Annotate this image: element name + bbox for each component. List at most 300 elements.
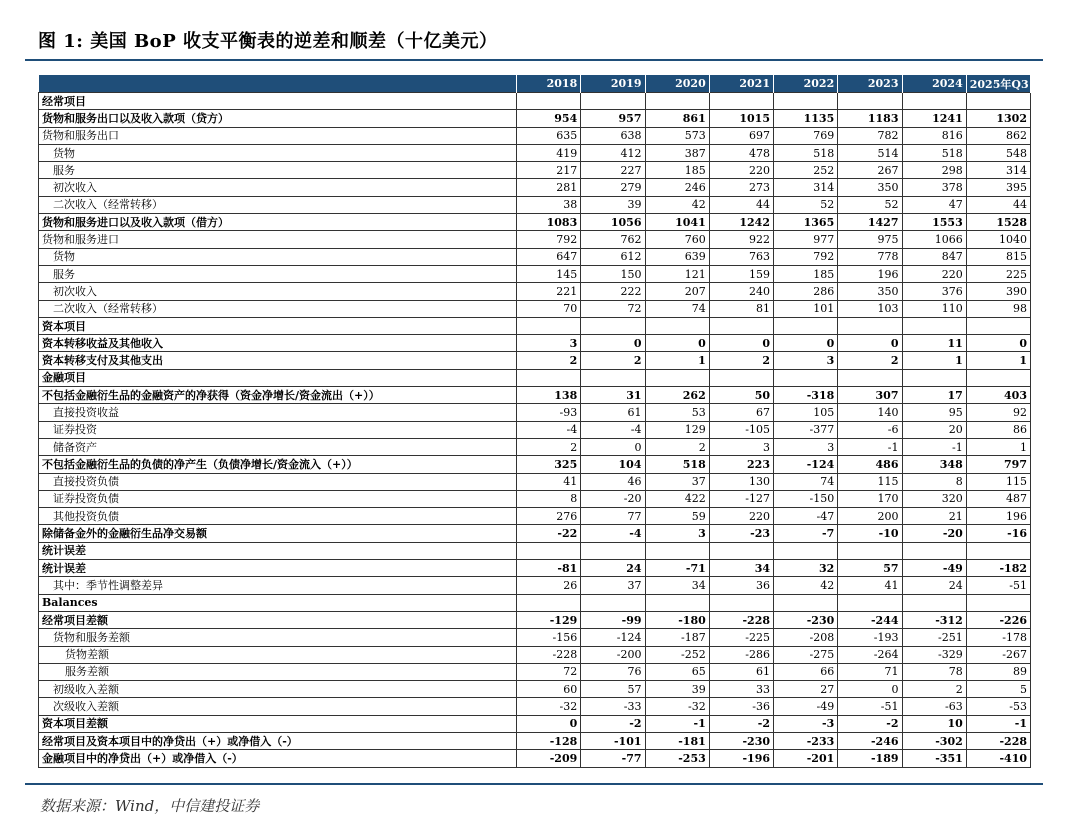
- value-cell: 81: [709, 300, 773, 317]
- row-label: 资本转移收益及其他收入: [39, 335, 517, 352]
- value-cell: 57: [581, 681, 645, 698]
- table-row: [39, 611, 1031, 628]
- section-header-row: [39, 594, 1031, 611]
- value-cell: 1040: [966, 231, 1030, 248]
- value-cell: [517, 542, 581, 559]
- value-cell: -377: [774, 421, 838, 438]
- value-cell: -23: [709, 525, 773, 542]
- value-cell: 647: [517, 248, 581, 265]
- section-header-row: [39, 317, 1031, 334]
- row-label: 初级收入差额: [39, 681, 517, 698]
- value-cell: 518: [645, 456, 709, 473]
- row-label: Balances: [39, 594, 517, 611]
- bop-table: [38, 75, 1031, 768]
- value-cell: 1015: [709, 110, 773, 127]
- table-row: [39, 438, 1031, 455]
- table-row: [39, 473, 1031, 490]
- value-cell: 65: [645, 663, 709, 680]
- value-cell: [966, 542, 1030, 559]
- value-cell: -53: [966, 698, 1030, 715]
- value-cell: 34: [709, 560, 773, 577]
- value-cell: 72: [581, 300, 645, 317]
- table-row: [39, 508, 1031, 525]
- value-cell: 41: [838, 577, 902, 594]
- value-cell: 31: [581, 387, 645, 404]
- value-cell: -193: [838, 629, 902, 646]
- row-label: 货物和服务差额: [39, 629, 517, 646]
- value-cell: 514: [838, 144, 902, 161]
- value-cell: 246: [645, 179, 709, 196]
- value-cell: -4: [581, 525, 645, 542]
- row-label: 其中：季节性调整差异: [39, 577, 517, 594]
- value-cell: [709, 93, 773, 110]
- row-label: 金融项目中的净贷出（+）或净借入（-）: [39, 750, 517, 767]
- table-row: [39, 646, 1031, 663]
- value-cell: 59: [645, 508, 709, 525]
- value-cell: -318: [774, 387, 838, 404]
- value-cell: 10: [902, 715, 966, 732]
- value-cell: [774, 317, 838, 334]
- value-cell: 66: [774, 663, 838, 680]
- value-cell: 39: [645, 681, 709, 698]
- row-label: 经常项目及资本项目中的净贷出（+）或净借入（-）: [39, 732, 517, 749]
- row-label: 货物和服务进口: [39, 231, 517, 248]
- value-cell: 548: [966, 144, 1030, 161]
- value-cell: 314: [774, 179, 838, 196]
- value-cell: 478: [709, 144, 773, 161]
- value-cell: 57: [838, 560, 902, 577]
- row-label: 服务: [39, 162, 517, 179]
- value-cell: [838, 317, 902, 334]
- value-cell: 227: [581, 162, 645, 179]
- value-cell: 61: [709, 663, 773, 680]
- value-cell: 612: [581, 248, 645, 265]
- value-cell: 32: [774, 560, 838, 577]
- header-label-cell: [39, 75, 517, 93]
- value-cell: 74: [774, 473, 838, 490]
- row-label: 二次收入（经常转移）: [39, 300, 517, 317]
- value-cell: 922: [709, 231, 773, 248]
- row-label: 初次收入: [39, 283, 517, 300]
- header-year: 2022: [774, 75, 838, 93]
- value-cell: -4: [581, 421, 645, 438]
- value-cell: 225: [966, 265, 1030, 282]
- value-cell: 101: [774, 300, 838, 317]
- value-cell: 422: [645, 490, 709, 507]
- value-cell: -351: [902, 750, 966, 767]
- value-cell: 95: [902, 404, 966, 421]
- value-cell: 38: [517, 196, 581, 213]
- value-cell: [838, 93, 902, 110]
- value-cell: 3: [774, 352, 838, 369]
- table-row: [39, 283, 1031, 300]
- table-row: [39, 144, 1031, 161]
- value-cell: -156: [517, 629, 581, 646]
- value-cell: -228: [966, 732, 1030, 749]
- value-cell: [966, 594, 1030, 611]
- row-label: 资本项目: [39, 317, 517, 334]
- value-cell: 41: [517, 473, 581, 490]
- value-cell: 196: [966, 508, 1030, 525]
- table-row: [39, 525, 1031, 542]
- value-cell: [645, 93, 709, 110]
- value-cell: 21: [902, 508, 966, 525]
- value-cell: 325: [517, 456, 581, 473]
- value-cell: [581, 317, 645, 334]
- value-cell: -93: [517, 404, 581, 421]
- table-row: [39, 265, 1031, 282]
- value-cell: 11: [902, 335, 966, 352]
- value-cell: 110: [902, 300, 966, 317]
- value-cell: 1183: [838, 110, 902, 127]
- value-cell: [774, 594, 838, 611]
- value-cell: -410: [966, 750, 1030, 767]
- value-cell: -20: [902, 525, 966, 542]
- value-cell: 121: [645, 265, 709, 282]
- value-cell: -209: [517, 750, 581, 767]
- value-cell: -275: [774, 646, 838, 663]
- value-cell: 52: [838, 196, 902, 213]
- row-label: 货物和服务出口: [39, 127, 517, 144]
- value-cell: 27: [774, 681, 838, 698]
- value-cell: 957: [581, 110, 645, 127]
- value-cell: 792: [774, 248, 838, 265]
- row-label: 其他投资负债: [39, 508, 517, 525]
- value-cell: 185: [645, 162, 709, 179]
- header-year: 2019: [581, 75, 645, 93]
- value-cell: 61: [581, 404, 645, 421]
- value-cell: 145: [517, 265, 581, 282]
- value-cell: -33: [581, 698, 645, 715]
- value-cell: -264: [838, 646, 902, 663]
- value-cell: 320: [902, 490, 966, 507]
- value-cell: 782: [838, 127, 902, 144]
- value-cell: -22: [517, 525, 581, 542]
- table-row: [39, 732, 1031, 749]
- value-cell: 2: [517, 438, 581, 455]
- value-cell: -252: [645, 646, 709, 663]
- value-cell: 138: [517, 387, 581, 404]
- value-cell: 573: [645, 127, 709, 144]
- value-cell: [902, 317, 966, 334]
- value-cell: 252: [774, 162, 838, 179]
- value-cell: 129: [645, 421, 709, 438]
- row-label: 直接投资负债: [39, 473, 517, 490]
- header-year: 2018: [517, 75, 581, 93]
- value-cell: -128: [517, 732, 581, 749]
- value-cell: 778: [838, 248, 902, 265]
- value-cell: 3: [774, 438, 838, 455]
- value-cell: -3: [774, 715, 838, 732]
- section-header-row: [39, 542, 1031, 559]
- value-cell: -129: [517, 611, 581, 628]
- row-label: 资本转移支付及其他支出: [39, 352, 517, 369]
- value-cell: -230: [709, 732, 773, 749]
- row-label: 服务差额: [39, 663, 517, 680]
- row-label: 货物: [39, 248, 517, 265]
- table-body: [39, 93, 1031, 768]
- row-label: 除储备金外的金融衍生品净交易额: [39, 525, 517, 542]
- value-cell: 36: [709, 577, 773, 594]
- value-cell: 376: [902, 283, 966, 300]
- table-row: [39, 577, 1031, 594]
- value-cell: 185: [774, 265, 838, 282]
- value-cell: -51: [838, 698, 902, 715]
- value-cell: 39: [581, 196, 645, 213]
- value-cell: 1135: [774, 110, 838, 127]
- value-cell: 130: [709, 473, 773, 490]
- value-cell: -302: [902, 732, 966, 749]
- value-cell: 792: [517, 231, 581, 248]
- value-cell: -101: [581, 732, 645, 749]
- value-cell: 518: [774, 144, 838, 161]
- value-cell: 60: [517, 681, 581, 698]
- value-cell: 286: [774, 283, 838, 300]
- row-label: 经常项目差额: [39, 611, 517, 628]
- value-cell: [966, 317, 1030, 334]
- value-cell: 67: [709, 404, 773, 421]
- value-cell: [517, 369, 581, 386]
- table-row: [39, 629, 1031, 646]
- value-cell: 77: [581, 508, 645, 525]
- value-cell: -244: [838, 611, 902, 628]
- value-cell: 486: [838, 456, 902, 473]
- value-cell: 395: [966, 179, 1030, 196]
- value-cell: [709, 369, 773, 386]
- value-cell: 763: [709, 248, 773, 265]
- table-row: [39, 421, 1031, 438]
- value-cell: -77: [581, 750, 645, 767]
- row-label: 证券投资负债: [39, 490, 517, 507]
- value-cell: 412: [581, 144, 645, 161]
- value-cell: 98: [966, 300, 1030, 317]
- value-cell: -20: [581, 490, 645, 507]
- value-cell: [902, 594, 966, 611]
- value-cell: 281: [517, 179, 581, 196]
- value-cell: -32: [517, 698, 581, 715]
- value-cell: 78: [902, 663, 966, 680]
- value-cell: 200: [838, 508, 902, 525]
- value-cell: -2: [581, 715, 645, 732]
- value-cell: -200: [581, 646, 645, 663]
- value-cell: [838, 542, 902, 559]
- value-cell: -99: [581, 611, 645, 628]
- header-year: 2023: [838, 75, 902, 93]
- value-cell: 42: [645, 196, 709, 213]
- value-cell: 635: [517, 127, 581, 144]
- value-cell: 3: [709, 438, 773, 455]
- table-row: [39, 127, 1031, 144]
- value-cell: [902, 369, 966, 386]
- value-cell: 2: [709, 352, 773, 369]
- value-cell: [774, 369, 838, 386]
- value-cell: 1056: [581, 214, 645, 231]
- figure-title: 图 1: 美国 BoP 收支平衡表的逆差和顺差（十亿美元）: [38, 31, 498, 52]
- value-cell: 103: [838, 300, 902, 317]
- table-row: [39, 248, 1031, 265]
- value-cell: 390: [966, 283, 1030, 300]
- value-cell: 518: [902, 144, 966, 161]
- value-cell: 0: [709, 335, 773, 352]
- value-cell: 0: [581, 335, 645, 352]
- value-cell: 196: [838, 265, 902, 282]
- value-cell: 0: [581, 438, 645, 455]
- value-cell: -201: [774, 750, 838, 767]
- value-cell: 0: [838, 681, 902, 698]
- value-cell: -1: [902, 438, 966, 455]
- value-cell: [838, 369, 902, 386]
- row-label: 资本项目差额: [39, 715, 517, 732]
- value-cell: 0: [645, 335, 709, 352]
- value-cell: -230: [774, 611, 838, 628]
- value-cell: -124: [774, 456, 838, 473]
- value-cell: -253: [645, 750, 709, 767]
- value-cell: -81: [517, 560, 581, 577]
- header-year: 2024: [902, 75, 966, 93]
- value-cell: 276: [517, 508, 581, 525]
- value-cell: 273: [709, 179, 773, 196]
- value-cell: -49: [774, 698, 838, 715]
- value-cell: [966, 93, 1030, 110]
- value-cell: [581, 369, 645, 386]
- value-cell: 46: [581, 473, 645, 490]
- value-cell: 71: [838, 663, 902, 680]
- value-cell: 2: [581, 352, 645, 369]
- value-cell: 20: [902, 421, 966, 438]
- value-cell: 378: [902, 179, 966, 196]
- header-year: 2025年Q3: [966, 75, 1030, 93]
- value-cell: -233: [774, 732, 838, 749]
- table-row: [39, 300, 1031, 317]
- value-cell: 5: [966, 681, 1030, 698]
- value-cell: 1427: [838, 214, 902, 231]
- value-cell: 1083: [517, 214, 581, 231]
- value-cell: 975: [838, 231, 902, 248]
- value-cell: [966, 369, 1030, 386]
- row-label: 货物差额: [39, 646, 517, 663]
- value-cell: [517, 317, 581, 334]
- value-cell: 52: [774, 196, 838, 213]
- value-cell: [774, 93, 838, 110]
- value-cell: 638: [581, 127, 645, 144]
- value-cell: -251: [902, 629, 966, 646]
- value-cell: -150: [774, 490, 838, 507]
- value-cell: [581, 594, 645, 611]
- value-cell: 1041: [645, 214, 709, 231]
- value-cell: -63: [902, 698, 966, 715]
- value-cell: [645, 542, 709, 559]
- value-cell: -32: [645, 698, 709, 715]
- value-cell: 847: [902, 248, 966, 265]
- value-cell: 220: [902, 265, 966, 282]
- value-cell: 1241: [902, 110, 966, 127]
- value-cell: -208: [774, 629, 838, 646]
- table-row: [39, 196, 1031, 213]
- value-cell: 3: [645, 525, 709, 542]
- value-cell: -7: [774, 525, 838, 542]
- value-cell: [645, 317, 709, 334]
- row-label: 货物和服务出口以及收入款项（贷方）: [39, 110, 517, 127]
- value-cell: -10: [838, 525, 902, 542]
- value-cell: -187: [645, 629, 709, 646]
- value-cell: 150: [581, 265, 645, 282]
- value-cell: -2: [838, 715, 902, 732]
- table-row: [39, 456, 1031, 473]
- value-cell: -51: [966, 577, 1030, 594]
- table-row: [39, 214, 1031, 231]
- row-label: 储备资产: [39, 438, 517, 455]
- value-cell: 170: [838, 490, 902, 507]
- value-cell: 1553: [902, 214, 966, 231]
- value-cell: [902, 93, 966, 110]
- table-row: [39, 750, 1031, 767]
- row-label: 初次收入: [39, 179, 517, 196]
- value-cell: 954: [517, 110, 581, 127]
- value-cell: -189: [838, 750, 902, 767]
- value-cell: -181: [645, 732, 709, 749]
- value-cell: 217: [517, 162, 581, 179]
- value-cell: [709, 542, 773, 559]
- value-cell: 279: [581, 179, 645, 196]
- value-cell: 24: [902, 577, 966, 594]
- value-cell: 2: [902, 681, 966, 698]
- table-row: [39, 162, 1031, 179]
- value-cell: 104: [581, 456, 645, 473]
- bottom-rule: [25, 783, 1043, 785]
- value-cell: 2: [838, 352, 902, 369]
- value-cell: 697: [709, 127, 773, 144]
- value-cell: 115: [838, 473, 902, 490]
- value-cell: 1: [645, 352, 709, 369]
- value-cell: 816: [902, 127, 966, 144]
- value-cell: 2: [645, 438, 709, 455]
- value-cell: 50: [709, 387, 773, 404]
- value-cell: 1365: [774, 214, 838, 231]
- section-header-row: [39, 369, 1031, 386]
- value-cell: 221: [517, 283, 581, 300]
- value-cell: [902, 542, 966, 559]
- row-label: 不包括金融衍生品的金融资产的净获得（资金净增长/资金流出（+））: [39, 387, 517, 404]
- value-cell: 1302: [966, 110, 1030, 127]
- row-label: 经常项目: [39, 93, 517, 110]
- value-cell: 47: [902, 196, 966, 213]
- row-label: 二次收入（经常转移）: [39, 196, 517, 213]
- data-source-note: 数据来源：Wind，中信建投证券: [40, 797, 260, 815]
- row-label: 货物和服务进口以及收入款项（借方）: [39, 214, 517, 231]
- table-row: [39, 698, 1031, 715]
- value-cell: 0: [966, 335, 1030, 352]
- value-cell: 34: [645, 577, 709, 594]
- table-row: [39, 404, 1031, 421]
- value-cell: 222: [581, 283, 645, 300]
- value-cell: 42: [774, 577, 838, 594]
- value-cell: -1: [838, 438, 902, 455]
- table-row: [39, 681, 1031, 698]
- table-row: [39, 231, 1031, 248]
- header-year: 2020: [645, 75, 709, 93]
- value-cell: 760: [645, 231, 709, 248]
- value-cell: -228: [709, 611, 773, 628]
- value-cell: 307: [838, 387, 902, 404]
- value-cell: 70: [517, 300, 581, 317]
- value-cell: 44: [966, 196, 1030, 213]
- value-cell: [517, 93, 581, 110]
- value-cell: 267: [838, 162, 902, 179]
- value-cell: [838, 594, 902, 611]
- value-cell: [645, 369, 709, 386]
- value-cell: -36: [709, 698, 773, 715]
- value-cell: -1: [966, 715, 1030, 732]
